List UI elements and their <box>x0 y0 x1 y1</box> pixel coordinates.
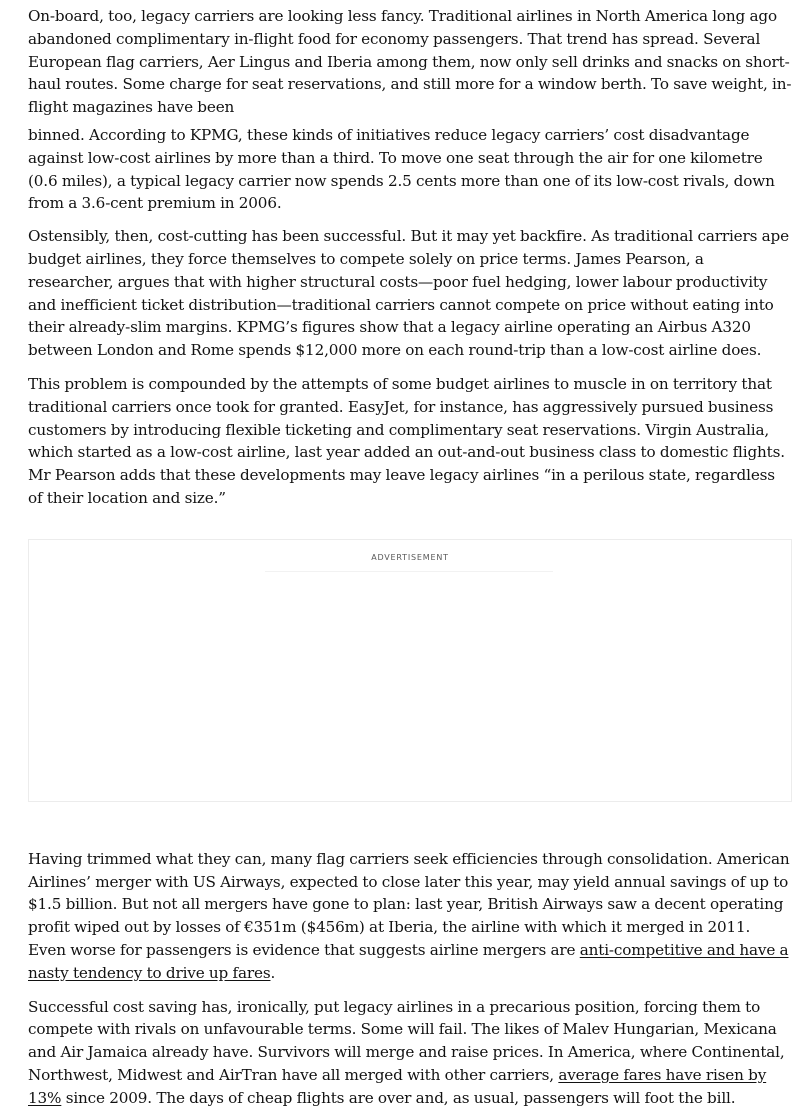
average-fares-link[interactable]: average fares have risen by 13% <box>28 1065 767 1107</box>
article-paragraph: On-board, too, legacy carriers are looking less fancy. Traditional airlines in North America long ago abandoned complimentary in-flight food for economy passengers. That trend has spread. Several European flag carriers, Aer Lingus and Iberia among them, now only sell drinks and snacks on short-haul routes. Some charge for seat reservations, and still more for a window berth. To save weight, in-flight magazines have been <box>28 7 792 117</box>
paragraph-text: . <box>270 963 276 982</box>
spacer <box>28 802 792 848</box>
paragraph-text: Successful cost saving has, ironically, put legacy airlines in a precarious position, forcing them to compete with rivals on unfavourable terms. Some will fail. The likes of Malev Hungarian, Mexicana and Air Jamaica already have. Survivors will merge and raise prices. In America, where Continental, Northwest, Midwest and AirTran have all merged with other carriers, <box>28 997 785 1084</box>
article-paragraph: binned. According to KPMG, these kinds of initiatives reduce legacy carriers’ cost disadvantage against low-cost airlines by more than a third. To move one seat through the air for one kilometre (0.6 miles), a typical legacy carrier now spends 2.5 cents more than one of its low-cost rivals, down from a 3.6-cent premium in 2006. <box>28 125 775 213</box>
article-paragraph <box>28 996 792 1110</box>
article-paragraph <box>28 848 792 985</box>
paragraph-text: Having trimmed what they can, many flag carriers seek efficiencies through consolidation. American Airlines’ merger with US Airways, expected to close later this year, may yield annual savings of up to $1.5 billion. But not all mergers have gone to plan: last year, British Airways saw a decent operating profit wiped out by losses of €351m ($456m) at Iberia, the airline with which it merged in 2011. Even worse for passengers is evidence that suggests airline mergers are <box>28 849 790 959</box>
article-paragraph: Ostensibly, then, cost-cutting has been successful. But it may yet backfire. As traditional carriers ape budget airlines, they force themselves to compete solely on price terms. James Pearson, a researcher, argues that with higher structural costs—poor fuel hedging, lower labour productivity and inefficient ticket distribution—traditional carriers cannot compete on price without eating into their already-slim margins. KPMG’s figures show that a legacy airline operating an Airbus A320 between London and Rome spends $12,000 more on each round-trip than a low-cost airline does. <box>28 227 789 360</box>
article-body <box>28 5 792 1110</box>
advertisement-divider <box>265 571 553 572</box>
advertisement-label: ADVERTISEMENT <box>371 552 449 562</box>
anti-competitive-link[interactable]: anti-competitive and have a nasty tendency to drive up fares <box>28 940 789 982</box>
article-paragraph: This problem is compounded by the attempts of some budget airlines to muscle in on territory that traditional carriers once took for granted. EasyJet, for instance, has aggressively pursued business customers by introducing flexible ticketing and complimentary seat reservations. Virgin Australia, which started as a low-cost airline, last year added an out-and-out business class to domestic flights. Mr Pearson adds that these developments may leave legacy airlines “in a perilous state, regardless of their location and size.” <box>28 374 785 507</box>
advertisement-slot[interactable] <box>28 539 792 802</box>
paragraph-text: since 2009. The days of cheap flights are over and, as usual, passengers will foot the bill. <box>61 1088 736 1107</box>
